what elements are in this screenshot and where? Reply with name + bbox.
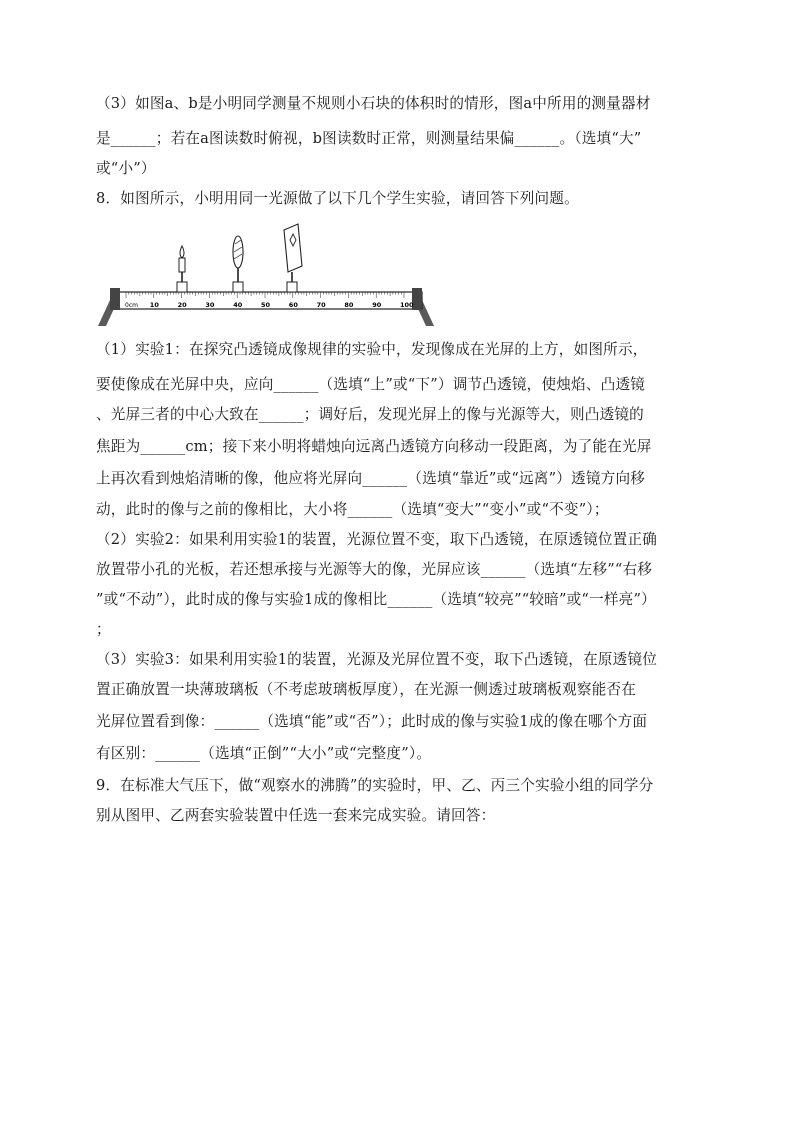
scale-tick-label: 10 xyxy=(149,301,159,309)
scale-tick-label: 40 xyxy=(233,301,243,309)
text-line: 置正确放置一块薄玻璃板（不考虑玻璃板厚度），在光源一侧透过玻璃板观察能否在 xyxy=(96,681,637,698)
candle xyxy=(177,246,187,292)
scale-tick-label: 20 xyxy=(177,301,187,309)
scale-tick-label: 30 xyxy=(205,301,215,309)
optical-bench-figure xyxy=(96,222,436,330)
text-line: 动，此时的像与之前的像相比，大小将______（选填“变大”“变小”或“不变”）； xyxy=(96,501,609,518)
text-line: ”或“不动”），此时成的像与实验1成的像相比______（选填“较亮”“较暗”或“一样亮”） xyxy=(96,591,656,608)
text-line: 有区别：______（选填“正倒”“大小”或“完整度”）。 xyxy=(96,745,432,762)
scale-tick-label: 60 xyxy=(288,301,298,309)
scale-zero-label: 0cm xyxy=(125,302,138,309)
text-line: （2）实验2：如果利用实验1的装置，光源位置不变，取下凸透镜，在原透镜位置正确 xyxy=(96,531,658,548)
scale-tick-label: 70 xyxy=(316,301,326,309)
scale-tick-label: 80 xyxy=(344,301,354,309)
text-line: （3）实验3：如果利用实验1的装置，光源及光屏位置不变，取下凸透镜，在原透镜位 xyxy=(96,651,658,668)
scale-tick-label: 90 xyxy=(372,301,382,309)
convex-lens xyxy=(233,236,243,292)
scale-tick-label: 100 xyxy=(400,301,414,309)
text-line: 、光屏三者的中心大致在______；调好后，发现光屏上的像与光源等大，则凸透镜的 xyxy=(96,406,644,423)
question-9: 9．在标准大气压下，做“观察水的沸腾”的实验时，甲、乙、丙三个实验小组的同学分 xyxy=(96,777,654,794)
question-8: 8．如图所示，小明用同一光源做了以下几个学生实验，请回答下列问题。 xyxy=(96,190,579,207)
text-line: 要使像成在光屏中央，应向______（选填“上”或“下”）调节凸透镜，使烛焰、凸透镜 xyxy=(96,376,646,393)
text-line: 焦距为______cm；接下来小明将蜡烛向远离凸透镜方向移动一段距离，为了能在光屏 xyxy=(96,438,652,455)
scale-tick-label: 50 xyxy=(261,301,271,309)
text-line: ； xyxy=(96,621,111,638)
light-screen xyxy=(284,224,302,292)
text-line: 光屏位置看到像：______（选填“能”或“否”）；此时成的像与实验1成的像在哪个方面 xyxy=(96,713,648,730)
text-line: 是______；若在a图读数时俯视，b图读数时正常，则测量结果偏______。（选填“大” xyxy=(96,130,642,147)
text-line: （3）如图a、b是小明同学测量不规则小石块的体积时的情形，图a中所用的测量器材 xyxy=(96,95,651,112)
bench-left-end xyxy=(110,288,120,310)
text-line: 上再次看到烛焰清晰的像，他应将光屏向______（选填“靠近”或“远离”）透镜方向移 xyxy=(96,470,646,487)
text-line: 或“小”） xyxy=(96,160,156,177)
text-line: （1）实验1：在探究凸透镜成像规律的实验中，发现像成在光屏的上方，如图所示， xyxy=(96,341,648,358)
text-line: 别从图甲、乙两套实验装置中任选一套来完成实验。请回答： xyxy=(96,807,496,824)
text-line: 放置带小孔的光板，若还想承接与光源等大的像，光屏应该______（选填“左移”“右移 xyxy=(96,561,653,578)
